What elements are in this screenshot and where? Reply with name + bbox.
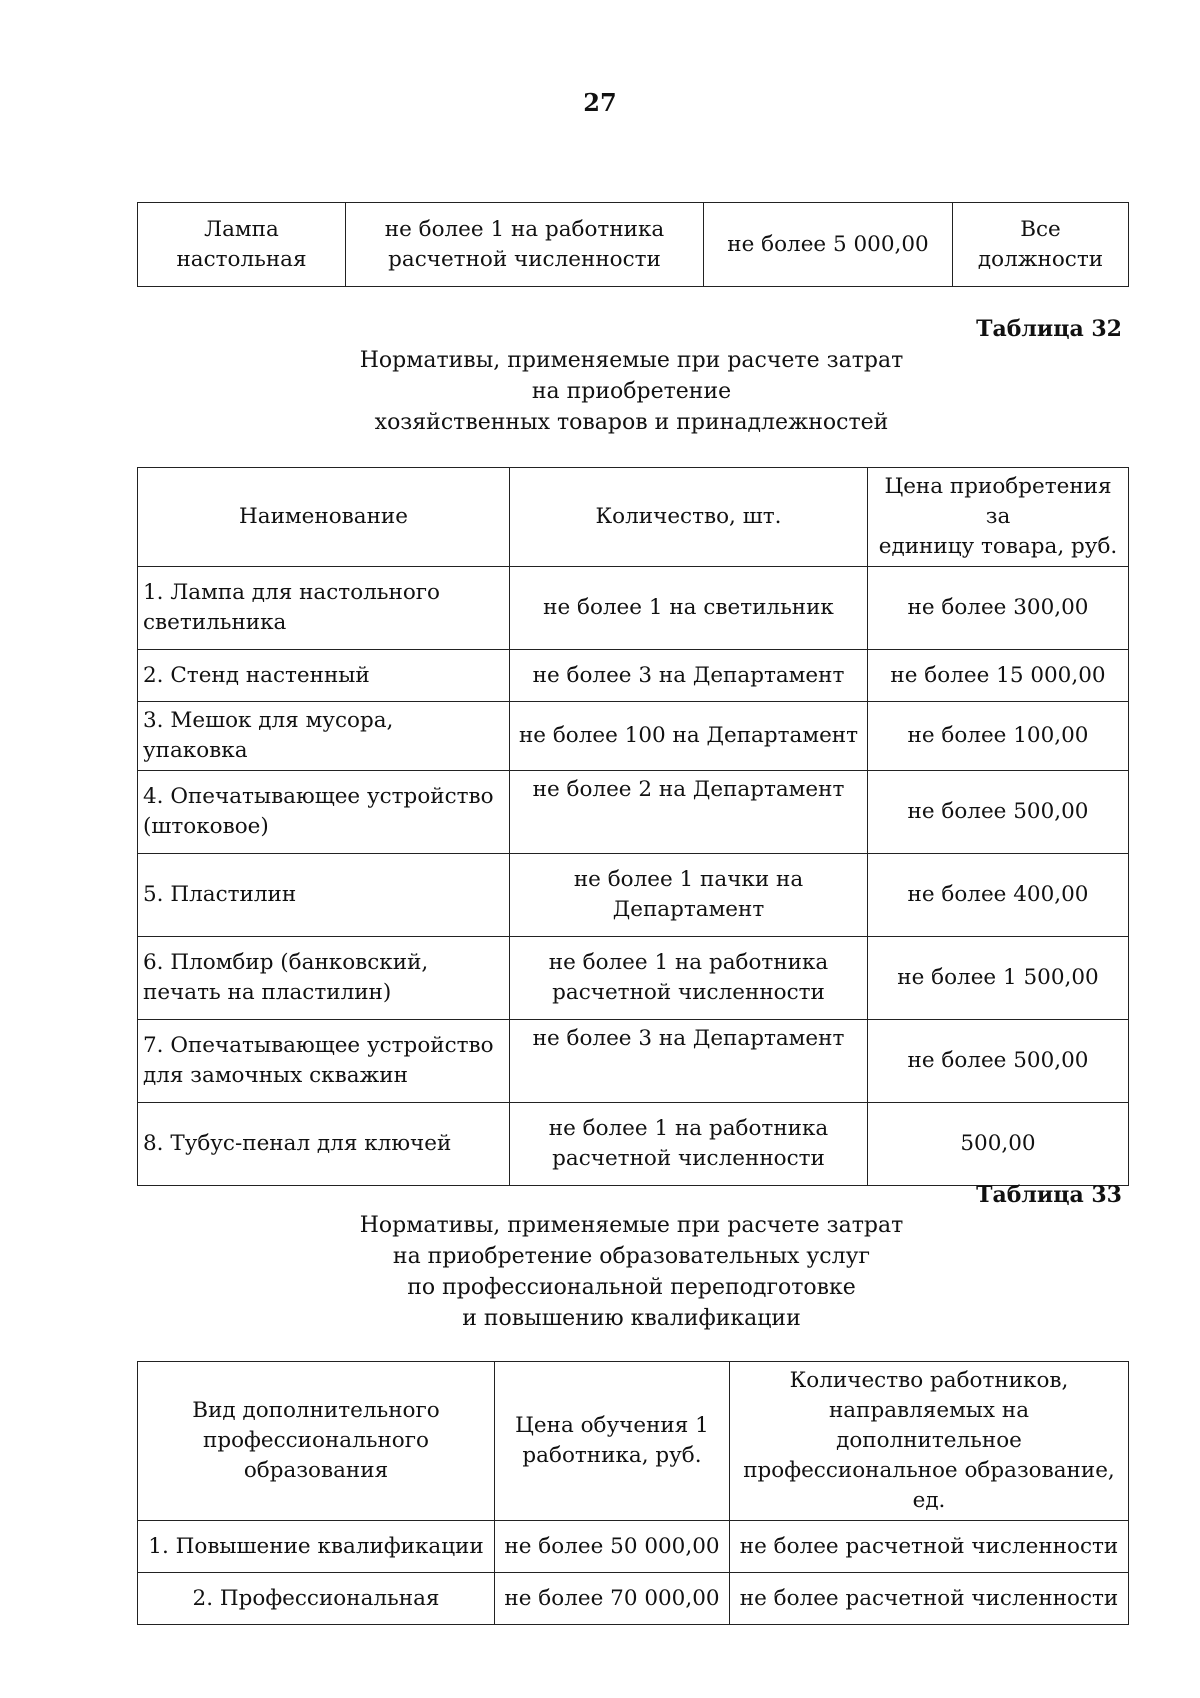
- table-row: [138, 1103, 1129, 1186]
- price-cell: не более 500,00: [868, 1020, 1129, 1103]
- item-name-cell: 3. Мешок для мусора, упаковка: [138, 702, 510, 771]
- table-row: [138, 771, 1129, 854]
- header-type: Вид дополнительного профессионального образования: [138, 1362, 495, 1521]
- price-cell: не более 50 000,00: [495, 1521, 730, 1573]
- positions-cell: Все должности: [953, 203, 1129, 287]
- quantity-cell: не более 1 пачки на Департамент: [510, 854, 868, 937]
- price-cell: не более 400,00: [868, 854, 1129, 937]
- quantity-cell: не более 3 на Департамент: [510, 1020, 868, 1103]
- table-32: [137, 467, 1129, 1186]
- quantity-cell: не более 1 на работника расчетной численности: [510, 1103, 868, 1186]
- table-32-caption: Нормативы, применяемые при расчете затрат на приобретение хозяйственных товаров и принадлежностей: [359, 348, 904, 435]
- item-name-cell: 8. Тубус-пенал для ключей: [138, 1103, 510, 1186]
- type-cell: 2. Профессиональная: [138, 1573, 495, 1625]
- table-33-label: Таблица 33: [976, 1182, 1122, 1208]
- item-name-cell: Лампа настольная: [138, 203, 346, 287]
- table-row: [138, 937, 1129, 1020]
- item-name-cell: 4. Опечатывающее устройство (штоковое): [138, 771, 510, 854]
- price-cell: не более 1 500,00: [868, 937, 1129, 1020]
- item-name-cell: 1. Лампа для настольного светильника: [138, 567, 510, 650]
- table-row: [138, 1521, 1129, 1573]
- count-cell: не более расчетной численности: [730, 1521, 1129, 1573]
- table-row: [138, 1573, 1129, 1625]
- table-32-label: Таблица 32: [976, 316, 1122, 342]
- quantity-cell: не более 1 на работника расчетной численности: [510, 937, 868, 1020]
- quantity-cell: не более 100 на Департамент: [510, 702, 868, 771]
- header-price: Цена приобретения за единицу товара, руб.: [868, 468, 1129, 567]
- price-cell: не более 500,00: [868, 771, 1129, 854]
- table-row: [138, 854, 1129, 937]
- table-33-caption: Нормативы, применяемые при расчете затрат на приобретение образовательных услуг по профессиональной переподготовке и повышению квалификации: [359, 1213, 904, 1331]
- price-cell: не более 5 000,00: [704, 203, 953, 287]
- count-cell: не более расчетной численности: [730, 1573, 1129, 1625]
- table-row: [138, 650, 1129, 702]
- quantity-cell: не более 3 на Департамент: [510, 650, 868, 702]
- table-33: [137, 1361, 1129, 1625]
- quantity-cell: не более 2 на Департамент: [510, 771, 868, 854]
- price-cell: не более 100,00: [868, 702, 1129, 771]
- price-cell: не более 70 000,00: [495, 1573, 730, 1625]
- item-name-cell: 2. Стенд настенный: [138, 650, 510, 702]
- item-name-cell: 6. Пломбир (банковский, печать на пластилин): [138, 937, 510, 1020]
- price-cell: не более 300,00: [868, 567, 1129, 650]
- table-row: [138, 702, 1129, 771]
- price-cell: 500,00: [868, 1103, 1129, 1186]
- table-row: [138, 1020, 1129, 1103]
- table-row: [138, 567, 1129, 650]
- table-row: [138, 203, 1129, 287]
- header-name: Наименование: [138, 468, 510, 567]
- type-cell: 1. Повышение квалификации: [138, 1521, 495, 1573]
- header-quantity: Количество, шт.: [510, 468, 868, 567]
- continuation-table: [137, 202, 1129, 287]
- table-header-row: [138, 1362, 1129, 1521]
- header-count: Количество работников, направляемых на дополнительное профессиональное образование, ед.: [730, 1362, 1129, 1521]
- price-cell: не более 15 000,00: [868, 650, 1129, 702]
- quantity-cell: не более 1 на работника расчетной численности: [346, 203, 704, 287]
- quantity-cell: не более 1 на светильник: [510, 567, 868, 650]
- page-number: 27: [583, 88, 617, 117]
- table-header-row: [138, 468, 1129, 567]
- item-name-cell: 7. Опечатывающее устройство для замочных скважин: [138, 1020, 510, 1103]
- header-price: Цена обучения 1 работника, руб.: [495, 1362, 730, 1521]
- item-name-cell: 5. Пластилин: [138, 854, 510, 937]
